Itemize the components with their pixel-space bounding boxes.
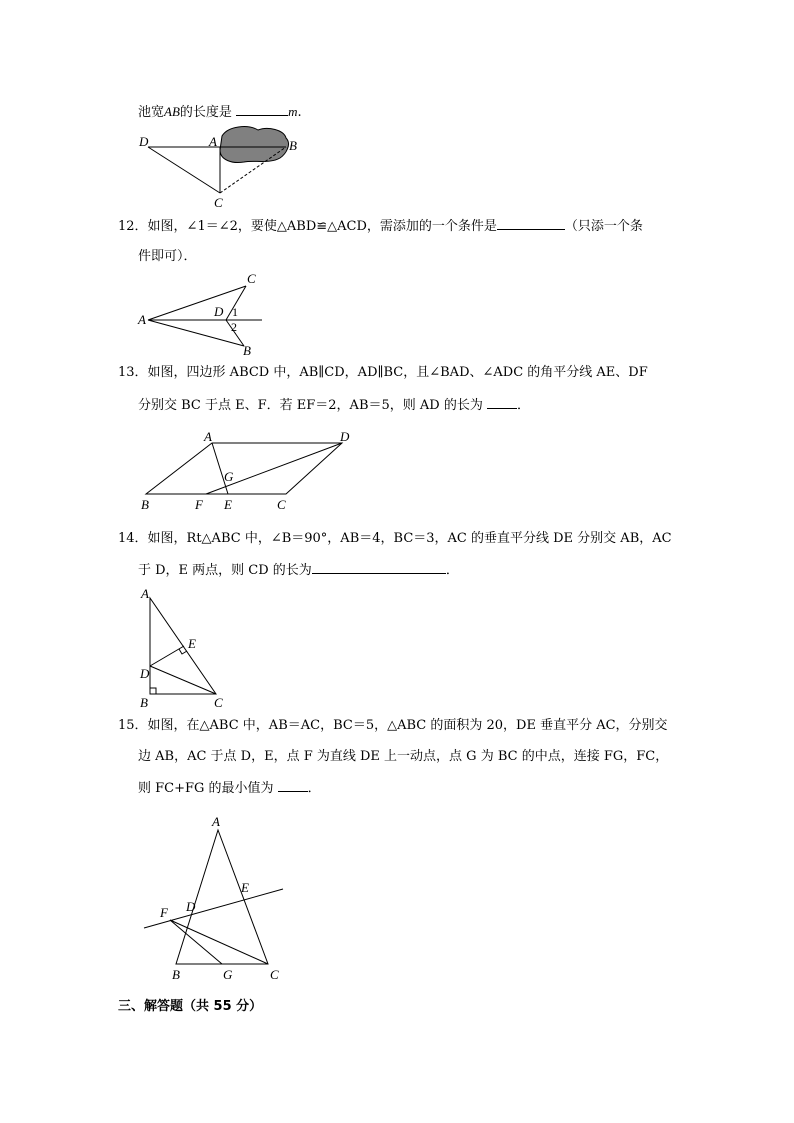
q15-line-fc — [170, 920, 268, 964]
q14-number: 14． — [118, 531, 148, 546]
q15-label-d: D — [186, 899, 196, 914]
q15-number: 15． — [118, 718, 148, 733]
q13-label-f: F — [195, 497, 203, 512]
q14-end: ． — [445, 563, 459, 578]
q12-text2: 件即可）． — [138, 249, 197, 264]
q14-text1: 如图，Rt△ABC 中，∠B＝90°，AB＝4，BC＝3，AC 的垂直平分线 DE 分别交 AB，AC — [147, 531, 672, 546]
q15-label-b: B — [172, 967, 180, 982]
q12-number: 12． — [118, 219, 148, 234]
q11-text-c: 的长度是 — [179, 105, 232, 120]
q13-label-g: G — [224, 469, 234, 484]
q13-label-b: B — [141, 497, 149, 512]
q14-label-e: E — [188, 636, 196, 651]
q13-end: ． — [517, 398, 531, 413]
q11-label-d: D — [139, 134, 149, 149]
q12-text1: 如图，∠1＝∠2，要使△ABD≌△ACD，需添加的一个条件是 — [147, 219, 497, 234]
q14-text2: 于 D，E 两点，则 CD 的长为 — [138, 563, 312, 578]
q13-label-d: D — [340, 429, 350, 444]
q11-text-b: AB — [164, 104, 180, 119]
q15-end: ． — [307, 781, 321, 796]
q15-label-e: E — [241, 880, 249, 895]
q11-label-a: A — [209, 134, 217, 149]
q12-label-d: D — [214, 304, 224, 319]
q13-number: 13． — [118, 365, 148, 380]
q15-label-c: C — [270, 967, 279, 982]
q13-text1: 如图，四边形 ABCD 中，AB∥CD，AD∥BC，且∠BAD、∠ADC 的角平分线 AE、DF — [147, 365, 648, 380]
q15-label-g: G — [223, 967, 233, 982]
q14-label-a: A — [141, 586, 149, 601]
q12-text1-tail: （只添一个条 — [564, 219, 643, 234]
q12-label-1: 1 — [232, 305, 238, 319]
q14-label-d: D — [140, 666, 150, 681]
q13-label-e: E — [224, 497, 232, 512]
q15-text1: 如图，在△ABC 中，AB＝AC，BC＝5，△ABC 的面积为 20，DE 垂直平分 AC，分别交 — [147, 718, 668, 733]
q12-label-2: 2 — [231, 320, 237, 334]
q15-text3: 则 FC+FG 的最小值为 — [138, 781, 274, 796]
section-heading: 三、解答题（共 55 分） — [118, 999, 263, 1014]
q14-label-c: C — [214, 695, 223, 710]
q12-label-c: C — [247, 271, 256, 286]
q13-text2: 分别交 BC 于点 E、F．若 EF＝2，AB＝5，则 AD 的长为 — [138, 398, 483, 413]
q11-label-c: C — [214, 195, 223, 210]
q13-label-c: C — [277, 497, 286, 512]
q11-text-a: 池宽 — [138, 105, 165, 120]
q15-label-f: F — [160, 905, 168, 920]
q13-label-a: A — [204, 429, 212, 444]
q14-label-b: B — [140, 695, 148, 710]
q11-unit: m — [288, 104, 298, 119]
q15-text2: 边 AB，AC 于点 D，E，点 F 为直线 DE 上一动点，点 G 为 BC 的中点，连接 FG，FC， — [138, 749, 669, 764]
q12-label-b: B — [243, 343, 251, 358]
q11-end: . — [297, 105, 302, 120]
q12-label-a: A — [138, 312, 146, 327]
q15-label-a: A — [212, 814, 220, 829]
q11-label-b: B — [289, 138, 297, 153]
